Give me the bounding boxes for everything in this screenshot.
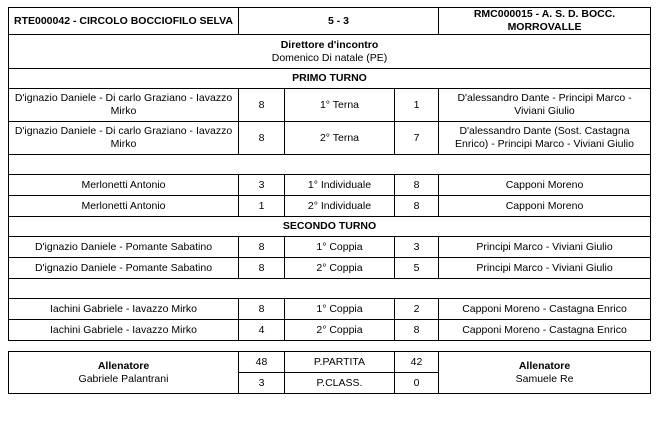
game-type: 1° Individuale [285, 175, 395, 196]
table-row [9, 89, 651, 122]
second-round-title: SECONDO TURNO [9, 217, 651, 237]
home-score: 8 [239, 299, 285, 320]
section-title-row [9, 217, 651, 237]
home-score: 4 [239, 320, 285, 341]
home-players: D'ignazio Daniele - Di carlo Graziano - Iavazzo Mirko [9, 122, 239, 155]
away-score: 1 [395, 89, 439, 122]
away-score: 8 [395, 175, 439, 196]
match-score: 5 - 3 [239, 8, 439, 35]
away-players: Capponi Moreno - Castagna Enrico [439, 320, 651, 341]
home-partita-points: 48 [239, 352, 285, 373]
away-coach-cell [439, 352, 651, 394]
director-cell [9, 35, 651, 69]
home-players: Merlonetti Antonio [9, 196, 239, 217]
away-class-points: 0 [395, 373, 439, 394]
away-players: D'alessandro Dante - Principi Marco - Viviani Giulio [439, 89, 651, 122]
spacer-cell [9, 341, 651, 352]
first-round-title: PRIMO TURNO [9, 69, 651, 89]
footer-row [9, 352, 651, 373]
home-score: 1 [239, 196, 285, 217]
home-players: D'ignazio Daniele - Pomante Sabatino [9, 237, 239, 258]
director-label: Direttore d'incontro [280, 38, 379, 51]
home-coach-name: Gabriele Palantrani [78, 372, 169, 385]
away-score: 5 [395, 258, 439, 279]
table-row [9, 237, 651, 258]
home-score: 8 [239, 122, 285, 155]
away-coach-label: Allenatore [518, 359, 571, 372]
table-row [9, 299, 651, 320]
away-players: Capponi Moreno [439, 175, 651, 196]
away-score: 8 [395, 196, 439, 217]
director-row [9, 35, 651, 69]
partita-label: P.PARTITA [285, 352, 395, 373]
home-players: Iachini Gabriele - Iavazzo Mirko [9, 299, 239, 320]
game-type: 2° Individuale [285, 196, 395, 217]
header-row [9, 8, 651, 35]
game-type: 2° Coppia [285, 258, 395, 279]
table-row [9, 258, 651, 279]
away-team-name: RMC000015 - A. S. D. BOCC. MORROVALLE [439, 8, 651, 35]
game-type: 1° Coppia [285, 299, 395, 320]
director-name: Domenico Di natale (PE) [271, 51, 388, 64]
home-team-name: RTE000042 - CIRCOLO BOCCIOFILO SELVA [9, 8, 239, 35]
spacer-row [9, 155, 651, 175]
away-score: 3 [395, 237, 439, 258]
home-coach-label: Allenatore [97, 359, 150, 372]
section-title-row [9, 69, 651, 89]
away-partita-points: 42 [395, 352, 439, 373]
away-score: 2 [395, 299, 439, 320]
away-players: D'alessandro Dante (Sost. Castagna Enrico) - Principi Marco - Viviani Giulio [439, 122, 651, 155]
home-players: Iachini Gabriele - Iavazzo Mirko [9, 320, 239, 341]
match-report-table [8, 7, 651, 394]
table-row [9, 320, 651, 341]
class-label: P.CLASS. [285, 373, 395, 394]
home-coach-cell [9, 352, 239, 394]
table-row [9, 122, 651, 155]
game-type: 2° Terna [285, 122, 395, 155]
game-type: 2° Coppia [285, 320, 395, 341]
home-score: 8 [239, 89, 285, 122]
home-score: 3 [239, 175, 285, 196]
away-score: 8 [395, 320, 439, 341]
table-row [9, 175, 651, 196]
home-class-points: 3 [239, 373, 285, 394]
spacer-row [9, 279, 651, 299]
home-score: 8 [239, 237, 285, 258]
away-players: Capponi Moreno - Castagna Enrico [439, 299, 651, 320]
spacer-row [9, 341, 651, 352]
away-coach-name: Samuele Re [515, 372, 574, 385]
away-players: Principi Marco - Viviani Giulio [439, 258, 651, 279]
home-players: Merlonetti Antonio [9, 175, 239, 196]
game-type: 1° Terna [285, 89, 395, 122]
home-players: D'ignazio Daniele - Di carlo Graziano - Iavazzo Mirko [9, 89, 239, 122]
home-score: 8 [239, 258, 285, 279]
away-score: 7 [395, 122, 439, 155]
home-players: D'ignazio Daniele - Pomante Sabatino [9, 258, 239, 279]
game-type: 1° Coppia [285, 237, 395, 258]
spacer-cell [9, 155, 651, 175]
spacer-cell [9, 279, 651, 299]
away-players: Principi Marco - Viviani Giulio [439, 237, 651, 258]
table-row [9, 196, 651, 217]
away-players: Capponi Moreno [439, 196, 651, 217]
